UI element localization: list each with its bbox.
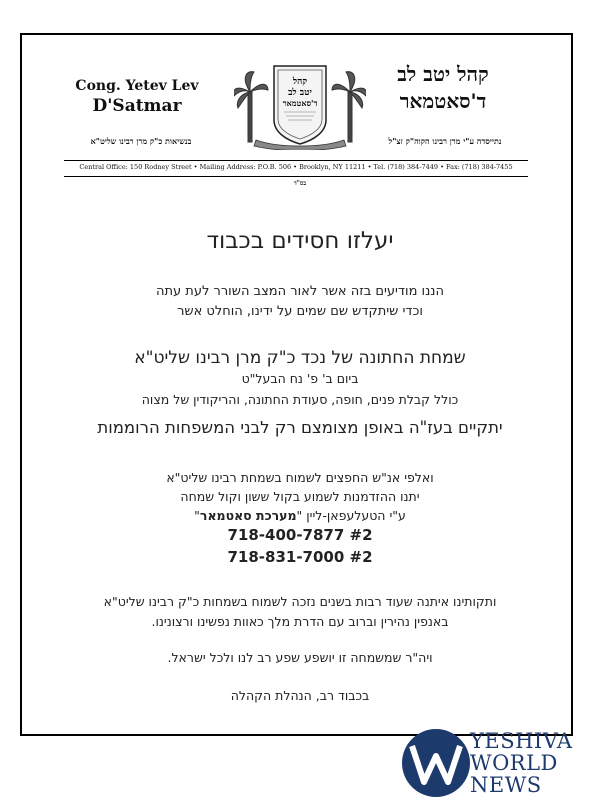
seal-text-line2: יטב לב bbox=[288, 88, 312, 98]
hebrew-name-line1: קהל יטב לב bbox=[397, 62, 489, 86]
notice-signature: בכבוד רב, הנהלת הקהלה bbox=[230, 688, 370, 703]
english-name-line1: Cong. Yetev Lev bbox=[75, 78, 199, 94]
notice-line-9-prefix: ע"י הטעלעפאן-ליין " bbox=[296, 508, 406, 523]
notice-line-5: כולל קבלת פנים, חופה, סעודת החתונה, והריקודין של מצוה bbox=[141, 392, 459, 407]
notice-line-6: יתקיים בעז"ה באופן מצומצם רק לבני המשפחות הרוממות bbox=[97, 418, 503, 437]
notice-line-9-suffix: " bbox=[194, 508, 200, 523]
bsd-mark: בס"ד bbox=[293, 180, 307, 187]
english-congregation-name bbox=[62, 48, 212, 116]
notice-line-12: ויה"ר שמשמחה זו יושפע שפע רב לנו ולכל ישראל. bbox=[167, 650, 433, 665]
letterhead-top-rule bbox=[64, 160, 528, 161]
congregation-seal-emblem bbox=[234, 62, 366, 150]
english-name-line2: D'Satmar bbox=[92, 96, 182, 116]
hotline-phone-2: 718-831-7000 #2 bbox=[227, 548, 373, 566]
letterhead-address: Central Office: 150 Rodney Street • Mailing Address: P.O.B. 506 • Brooklyn, NY 11211 • Tel. (718) 384-7449 • Fax: (718) 384-7455 bbox=[79, 163, 513, 171]
watermark-line2: WORLD bbox=[470, 751, 558, 775]
watermark-line3: NEWS bbox=[470, 773, 542, 797]
notice-line-1: הננו מודיעים בזה אשר לאור המצב השורר לעת עתה bbox=[156, 284, 444, 299]
hebrew-congregation-name bbox=[368, 62, 518, 114]
letterhead-subtitle-right: נתייסדה ע"י מרן רבינו הקוה"ק זצ"ל bbox=[388, 136, 502, 146]
letterhead-subtitle-left: בנשיאות כ"ק מרן רבינו שליט"א bbox=[90, 136, 192, 146]
notice-line-11: באנפין נהירין וברוב עם הדרת מלך כאוות נפשינו ורצונינו. bbox=[151, 614, 449, 629]
seal-text-line1: קהל bbox=[292, 77, 308, 87]
notice-line-10: ותקותינו איתנה שעוד רבות בשנים נזכה לשמוח בשמחות כ"ק רבינו שליט"א bbox=[103, 594, 497, 609]
notice-line-2: וכדי שיתקדש שם שמים על ידינו, הוחלט אשר bbox=[177, 304, 423, 319]
hotline-name: מערכת סאטמאר bbox=[199, 508, 297, 523]
letterhead-bottom-rule bbox=[64, 176, 528, 177]
notice-line-8: יתנו ההזדמנות לשמוע בקול ששון וקול שמחה bbox=[180, 489, 420, 504]
seal-text-line3: ד'סאטמאר bbox=[282, 98, 318, 108]
notice-line-3: שמחת החתונה של נכד כ"ק מרן רבינו שליט"א bbox=[134, 348, 466, 368]
hotline-phone-1: 718-400-7877 #2 bbox=[227, 526, 373, 544]
hebrew-name-line2: ד'סאטמאר bbox=[399, 89, 487, 113]
watermark-line1: YESHIVA bbox=[470, 729, 573, 753]
notice-title: יעלזו חסידים בכבוד bbox=[206, 228, 394, 254]
notice-line-4: ביום ב' פ' נח הבעל"ט bbox=[241, 371, 359, 386]
notice-line-9 bbox=[30, 508, 570, 523]
notice-line-7: ואלפי אנ"ש החפצים לשמוח בשמחת רבינו שליט"א bbox=[166, 470, 434, 485]
